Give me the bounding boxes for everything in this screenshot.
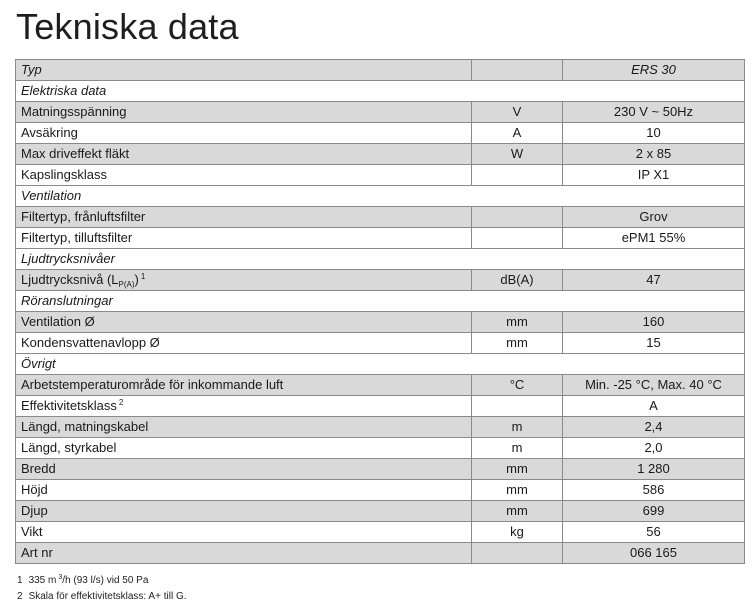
table-row	[16, 123, 745, 144]
row-label-text: Djup	[21, 503, 48, 518]
row-unit	[472, 228, 563, 249]
section-row	[16, 249, 745, 270]
row-unit: mm	[472, 333, 563, 354]
row-label-text: Höjd	[21, 482, 48, 497]
table-row	[16, 501, 745, 522]
row-unit: W	[472, 144, 563, 165]
section-row	[16, 186, 745, 207]
row-label-text: Ventilation Ø	[21, 314, 95, 329]
row-unit: mm	[472, 501, 563, 522]
row-value: ePM1 55%	[563, 228, 745, 249]
row-unit: V	[472, 102, 563, 123]
row-value: Min. -25 °C, Max. 40 °C	[563, 375, 745, 396]
table-row	[16, 228, 745, 249]
row-value: 699	[563, 501, 745, 522]
section-row	[16, 81, 745, 102]
row-label	[16, 522, 472, 543]
section-title: Ljudtrycksnivåer	[16, 249, 745, 270]
row-label	[16, 459, 472, 480]
row-label	[16, 123, 472, 144]
row-label-text: Kondensvattenavlopp Ø	[21, 335, 160, 350]
header-value: ERS 30	[563, 60, 745, 81]
table-row	[16, 480, 745, 501]
row-unit: mm	[472, 312, 563, 333]
row-label	[16, 543, 472, 564]
row-label	[16, 165, 472, 186]
row-value: Grov	[563, 207, 745, 228]
section-title: Ventilation	[16, 186, 745, 207]
row-label	[16, 228, 472, 249]
row-label-text: Art nr	[21, 545, 53, 560]
section-row	[16, 291, 745, 312]
page-title: Tekniska data	[16, 6, 239, 47]
row-value: 586	[563, 480, 745, 501]
row-label	[16, 438, 472, 459]
row-label	[16, 480, 472, 501]
table-row	[16, 417, 745, 438]
row-unit: dB(A)	[472, 270, 563, 291]
row-value: IP X1	[563, 165, 745, 186]
row-label-text: Max driveffekt fläkt	[21, 146, 130, 161]
footnote-text: Skala för effektivitetsklass: A+ till G.	[28, 591, 187, 602]
section-title: Röranslutningar	[16, 291, 745, 312]
row-value: 15	[563, 333, 745, 354]
row-label	[16, 375, 472, 396]
row-value: 2,0	[563, 438, 745, 459]
footnote-superscript: 3	[58, 574, 63, 581]
row-label-text: Avsäkring	[21, 125, 78, 140]
row-value: 2 x 85	[563, 144, 745, 165]
section-row	[16, 354, 745, 375]
table-row	[16, 543, 745, 564]
header-label: Typ	[16, 60, 472, 81]
row-value: 230 V ~ 50Hz	[563, 102, 745, 123]
footnotes	[17, 573, 187, 605]
row-value: 10	[563, 123, 745, 144]
row-label	[16, 396, 472, 417]
footnote-ref: 2	[118, 398, 124, 407]
row-label-text: Filtertyp, tilluftsfilter	[21, 230, 133, 245]
section-title: Övrigt	[16, 354, 745, 375]
row-label	[16, 102, 472, 123]
row-label-subscript: P(A)	[118, 280, 135, 289]
table-row	[16, 438, 745, 459]
row-label-text: Vikt	[21, 524, 43, 539]
table-row	[16, 522, 745, 543]
row-unit: kg	[472, 522, 563, 543]
table-header-row	[16, 60, 745, 81]
row-label-text: Filtertyp, frånluftsfilter	[21, 209, 146, 224]
row-label-text: Effektivitetsklass	[21, 398, 117, 413]
table-row	[16, 459, 745, 480]
table-row	[16, 165, 745, 186]
row-unit: A	[472, 123, 563, 144]
spec-table-body	[16, 60, 745, 564]
table-row	[16, 207, 745, 228]
section-title: Elektriska data	[16, 81, 745, 102]
row-value: A	[563, 396, 745, 417]
row-value: 56	[563, 522, 745, 543]
footnote-ref: 1	[140, 272, 146, 281]
row-label-text: Arbetstemperaturområde för inkommande luft	[21, 377, 284, 392]
row-label	[16, 270, 472, 291]
table-row	[16, 312, 745, 333]
table-row	[16, 333, 745, 354]
footnote-text: 335 m	[28, 575, 57, 586]
row-label	[16, 207, 472, 228]
row-label-text: Kapslingsklass	[21, 167, 107, 182]
row-label-tail: )	[134, 272, 139, 287]
row-unit: m	[472, 438, 563, 459]
row-unit	[472, 543, 563, 564]
header-unit	[472, 60, 563, 81]
table-row	[16, 102, 745, 123]
row-label-text: Längd, matningskabel	[21, 419, 149, 434]
row-unit: mm	[472, 459, 563, 480]
row-label	[16, 417, 472, 438]
row-unit: °C	[472, 375, 563, 396]
row-unit	[472, 207, 563, 228]
row-label	[16, 144, 472, 165]
row-label-text: Bredd	[21, 461, 56, 476]
spec-table	[15, 59, 745, 564]
row-label-text: Längd, styrkabel	[21, 440, 117, 455]
row-unit	[472, 165, 563, 186]
row-unit: m	[472, 417, 563, 438]
row-label-text: Matningsspänning	[21, 104, 127, 119]
row-label	[16, 501, 472, 522]
row-value: 1 280	[563, 459, 745, 480]
table-row	[16, 375, 745, 396]
table-row	[16, 270, 745, 291]
footnote	[17, 573, 187, 589]
table-row	[16, 396, 745, 417]
row-label	[16, 333, 472, 354]
row-label	[16, 312, 472, 333]
table-row	[16, 144, 745, 165]
row-value: 2,4	[563, 417, 745, 438]
footnote-mark: 2	[17, 591, 23, 602]
row-value: 066 165	[563, 543, 745, 564]
row-unit: mm	[472, 480, 563, 501]
row-label-text: Ljudtrycksnivå (L	[21, 272, 119, 287]
row-value: 47	[563, 270, 745, 291]
row-unit	[472, 396, 563, 417]
footnote	[17, 589, 187, 605]
footnote-text-tail: /h (93 l/s) vid 50 Pa	[62, 575, 149, 586]
row-value: 160	[563, 312, 745, 333]
footnote-mark: 1	[17, 575, 23, 586]
